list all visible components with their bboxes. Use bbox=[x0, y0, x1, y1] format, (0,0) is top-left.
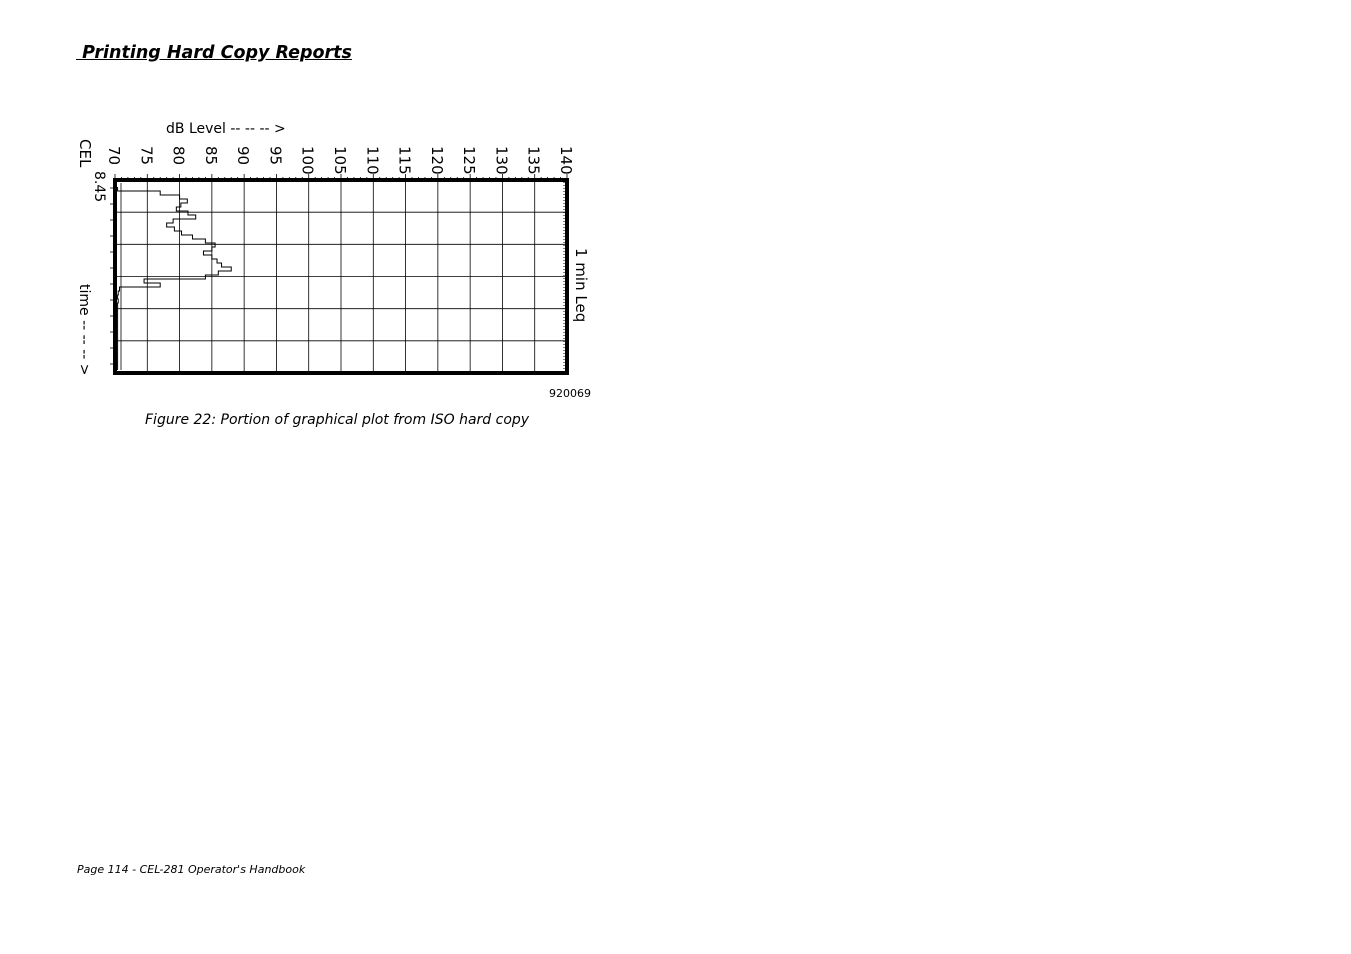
iso-graphical-plot bbox=[0, 0, 640, 410]
x-tick-label-110: 110 bbox=[363, 146, 382, 175]
x-tick-label-90: 90 bbox=[234, 146, 253, 166]
x-tick-label-105: 105 bbox=[331, 146, 349, 175]
x-tick-label-120: 120 bbox=[427, 146, 446, 175]
x-tick-label-140: 140 bbox=[557, 146, 575, 175]
time-start-label: 8.45 bbox=[91, 171, 107, 203]
x-axis-label: dB Level -- -- -- > bbox=[166, 121, 286, 137]
x-tick-label-95: 95 bbox=[266, 146, 285, 166]
x-tick-label-125: 125 bbox=[460, 146, 479, 175]
x-tick-label-70: 70 bbox=[105, 146, 123, 166]
x-tick-label-115: 115 bbox=[395, 146, 414, 175]
x-tick-label-80: 80 bbox=[169, 146, 188, 166]
figure-caption: Figure 22: Portion of graphical plot from ISO hard copy bbox=[145, 412, 530, 428]
right-label: 1 min Leq bbox=[572, 248, 590, 323]
x-tick-label-130: 130 bbox=[492, 146, 511, 175]
x-tick-labels bbox=[105, 146, 575, 175]
x-tick-label-135: 135 bbox=[524, 146, 543, 175]
minor-ticks bbox=[110, 174, 567, 364]
grid bbox=[115, 180, 567, 373]
reference-number: 920069 bbox=[549, 387, 591, 400]
x-tick-label-100: 100 bbox=[298, 146, 317, 175]
y-axis-label: time -- -- -- > bbox=[76, 284, 92, 376]
series bbox=[118, 187, 232, 370]
x-tick-label-75: 75 bbox=[137, 146, 156, 166]
x-tick-label-85: 85 bbox=[201, 146, 220, 166]
section-heading: Printing Hard Copy Reports bbox=[76, 43, 352, 63]
series-step-line bbox=[118, 187, 232, 370]
brand-label: CEL bbox=[76, 139, 94, 168]
page-footer: Page 114 - CEL-281 Operator's Handbook bbox=[77, 863, 306, 876]
